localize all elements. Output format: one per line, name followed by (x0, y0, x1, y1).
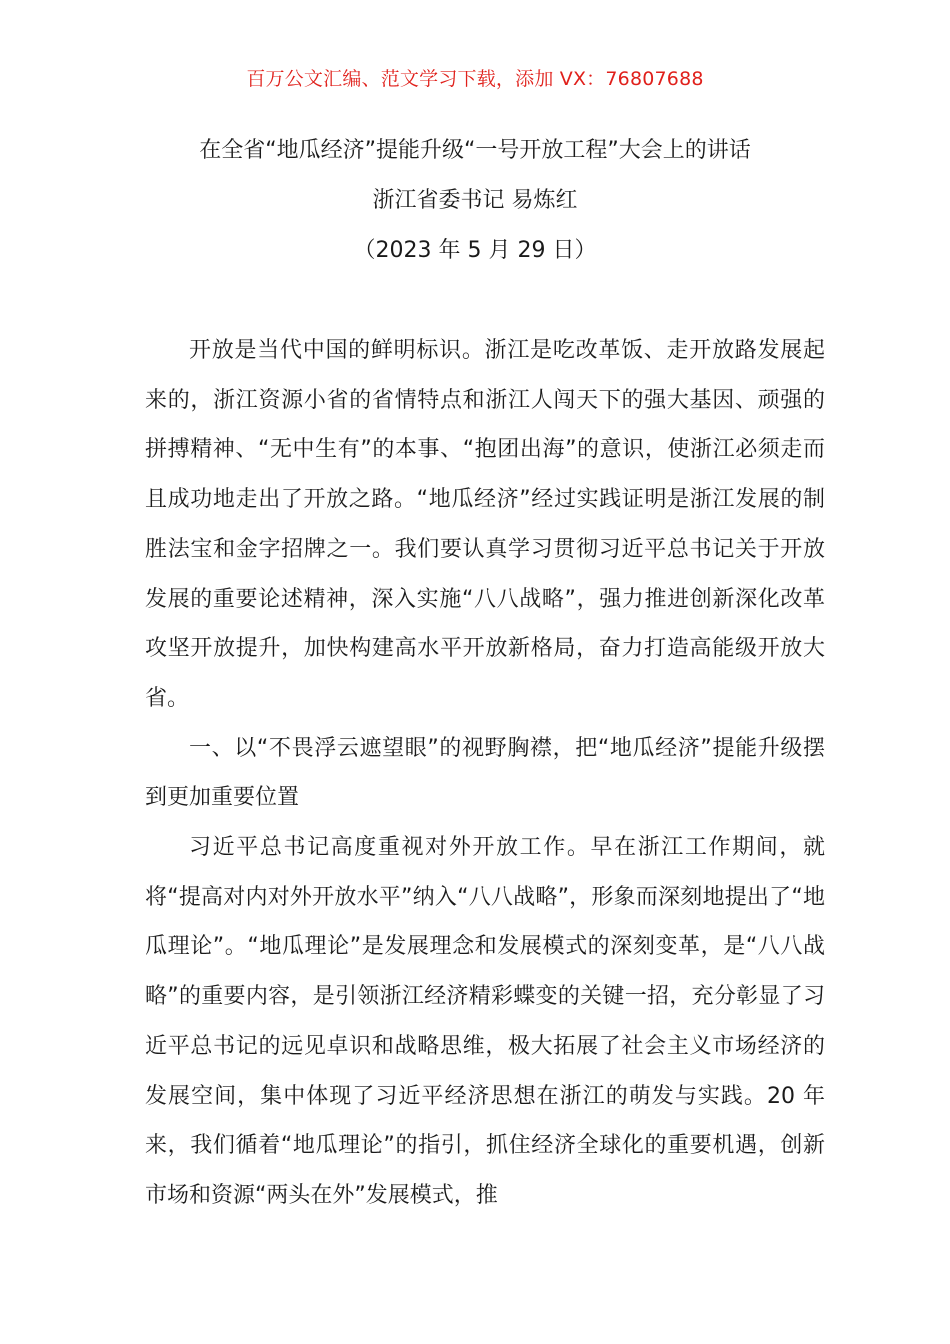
document-title: 在全省“地瓜经济”提能升级“一号开放工程”大会上的讲话 (199, 138, 751, 163)
promo-banner: 百万公文汇编、范文学习下载，添加 VX：76807688 (246, 68, 704, 90)
paragraph-section-1: 习近平总书记高度重视对外开放工作。早在浙江工作期间，就将“提高对内对外开放水平”纳入“八八战略”，形象而深刻地提出了“地瓜理论”。“地瓜理论”是发展理念和发展模式的深刻变革，是“八八战略”的重要内容，是引领浙江经济精彩蝶变的关键一招，充分彰显了习近平总书记的远见卓识和战略思维，极大拓展了社会主义市场经济的发展空间，集中体现了习近平经济思想在浙江的萌发与实践。20 年来，我们循着“地瓜理论”的指引，抓住经济全球化的重要机遇，创新市场和资源“两头在外”发展模式，推 (145, 835, 825, 1208)
title-block (0, 132, 950, 282)
paragraph-intro: 开放是当代中国的鲜明标识。浙江是吃改革饭、走开放路发展起来的，浙江资源小省的省情特点和浙江人闯天下的强大基因、顽强的拼搏精神、“无中生有”的本事、“抱团出海”的意识，使浙江必须走而且成功地走出了开放之路。“地瓜经济”经过实践证明是浙江发展的制胜法宝和金字招牌之一。我们要认真学习贯彻习近平总书记关于开放发展的重要论述精神，深入实施“八八战略”，强力推进创新深化改革攻坚开放提升，加快构建高水平开放新格局，奋力打造高能级开放大省。 (145, 338, 825, 711)
date-line: （2023 年 5 月 29 日） (353, 238, 597, 263)
section-heading-1: 一、以“不畏浮云遮望眼”的视野胸襟，把“地瓜经济”提能升级摆到更加重要位置 (145, 735, 825, 811)
body-text (145, 326, 825, 1221)
speaker-line: 浙江省委书记 易炼红 (372, 188, 578, 213)
